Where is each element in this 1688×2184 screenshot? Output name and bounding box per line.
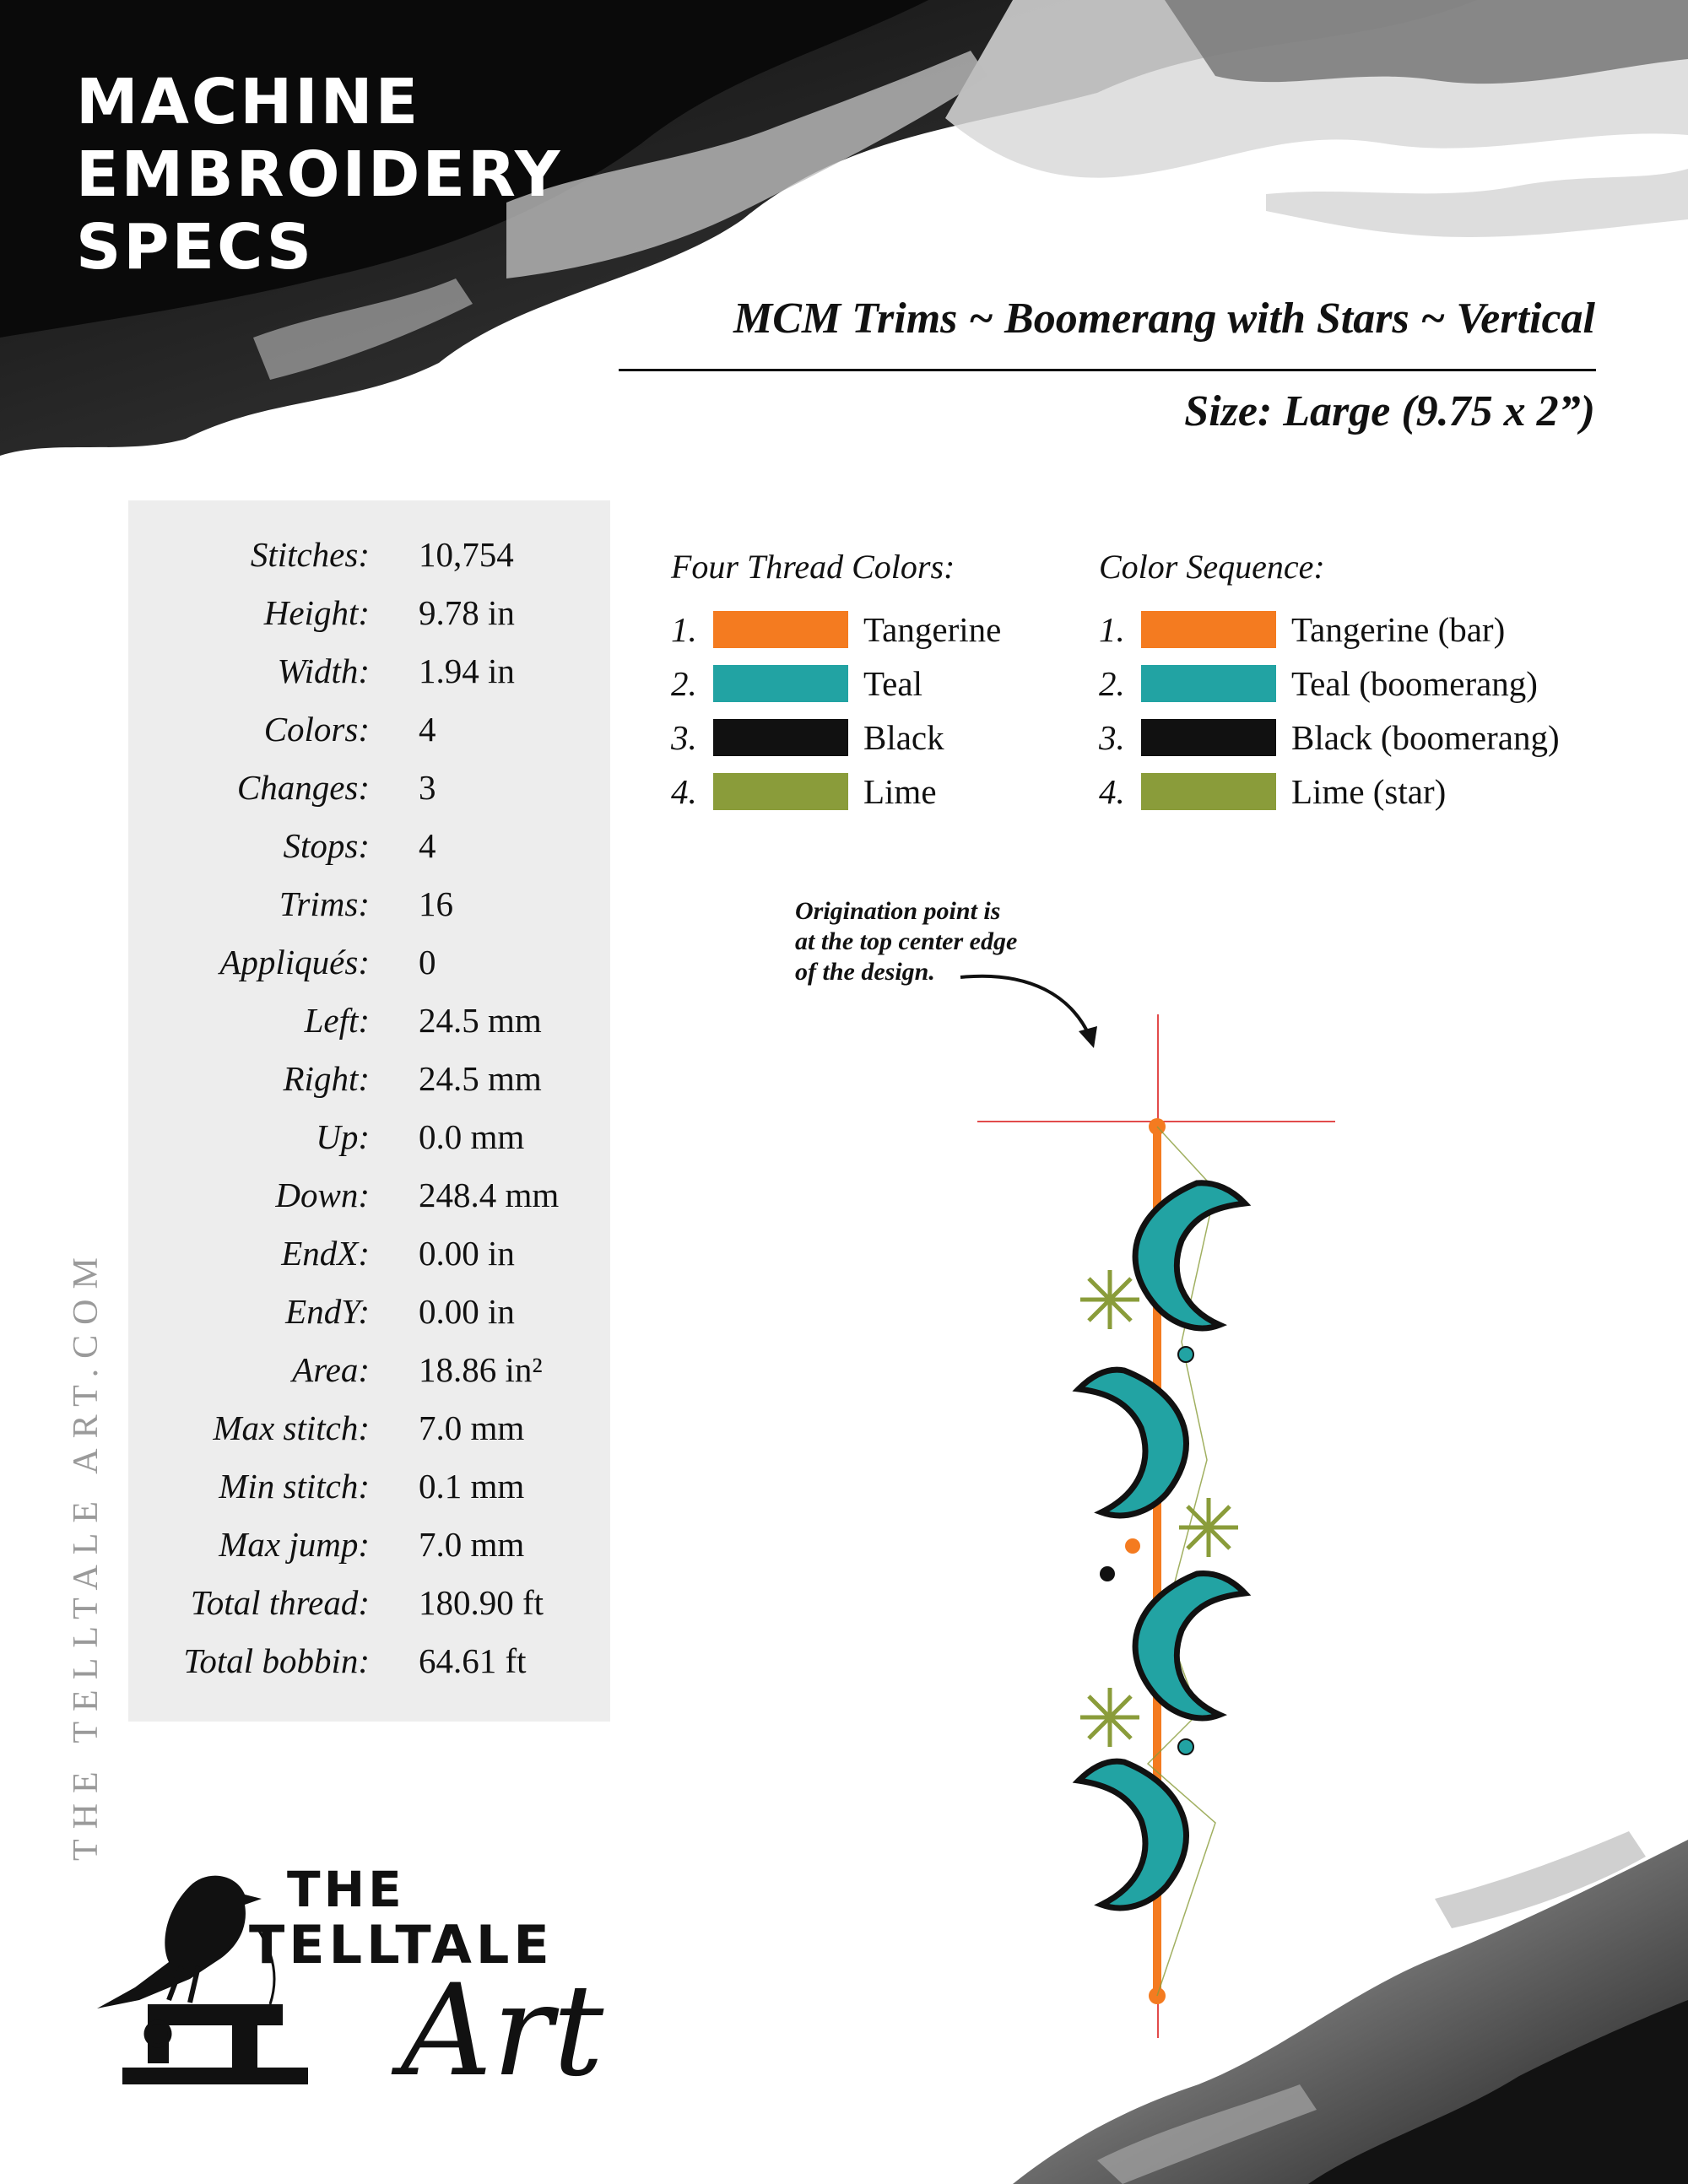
lime-swatch [1141,773,1276,810]
spec-row [128,1408,610,1466]
tangerine-dot [1125,1538,1140,1554]
thread-colors-list [671,609,1059,812]
logo-telltale: TELLTALE [249,1914,554,1976]
spec-row [128,651,610,709]
spec-row [128,1291,610,1349]
spec-value: 0.0 mm [419,1117,525,1156]
thread-number: 3. [671,718,697,757]
spec-label: Down: [275,1176,370,1214]
color-sequence-heading: Color Sequence: [1099,548,1325,586]
teal-boomerang [1135,1573,1245,1717]
spec-value: 0.00 in [419,1234,515,1273]
thread-color-item [671,663,1059,707]
thread-color-item [671,771,1059,815]
thread-number: 2. [671,664,697,703]
spec-row [128,1058,610,1116]
logo-art: Art [401,1958,604,2105]
title-line: SPECS [76,211,315,284]
spec-value: 180.90 ft [419,1583,544,1622]
black-swatch [1141,719,1276,756]
spec-value: 9.78 in [419,593,515,632]
thread-number: 4. [671,772,697,811]
tangerine-swatch [1141,611,1276,648]
sequence-number: 4. [1099,772,1125,811]
spec-value: 3 [419,768,436,807]
teal-boomerang [1079,1370,1186,1516]
thread-name: Tangerine [863,610,1002,649]
sequence-name: Lime (star) [1291,772,1447,811]
spec-value: 7.0 mm [419,1408,525,1447]
spec-value: 4 [419,710,436,749]
lime-star-icon [1080,1688,1139,1747]
tangerine-swatch [713,611,848,648]
thread-color-item [671,609,1059,653]
spec-label: Colors: [263,710,370,749]
spec-label: Trims: [279,884,370,923]
sequence-number: 2. [1099,664,1125,703]
website-text: THE TELLTALE ART.COM [67,1247,106,1861]
spec-value: 0 [419,943,436,981]
note-line: Origination point is [795,897,1001,925]
spec-value: 0.00 in [419,1292,515,1331]
spec-row [128,884,610,942]
specs-panel [128,500,610,1722]
lime-swatch [713,773,848,810]
spec-row [128,1641,610,1699]
sequence-number: 1. [1099,610,1125,649]
thread-name: Black [863,718,944,757]
spec-label: Area: [292,1350,370,1389]
spec-row [128,1349,610,1408]
spec-value: 4 [419,826,436,865]
spec-value: 7.0 mm [419,1525,525,1564]
spec-value: 0.1 mm [419,1467,525,1506]
spec-row [128,1000,610,1058]
spec-value: 18.86 in² [419,1350,543,1389]
pointer-arrow [960,976,1090,1038]
spec-label: EndY: [285,1292,370,1331]
spec-row [128,709,610,767]
spec-value: 24.5 mm [419,1001,542,1040]
design-size: Size: Large (9.75 x 2”) [1184,387,1595,435]
sequence-item [1099,771,1622,815]
spec-row [128,592,610,651]
design-preview [928,954,1367,2051]
logo-the: THE [287,1861,405,1918]
spec-label: Appliqués: [219,943,370,981]
page-title [76,66,563,284]
spec-label: Right: [283,1059,370,1098]
sequence-name: Tangerine (bar) [1291,610,1506,649]
spec-value: 10,754 [419,535,514,574]
title-divider [619,369,1596,371]
title-line: MACHINE [76,66,421,138]
sequence-number: 3. [1099,718,1125,757]
thread-name: Teal [863,664,922,703]
spec-label: Width: [277,651,370,690]
spec-label: Changes: [236,768,370,807]
spec-row [128,942,610,1000]
spec-value: 24.5 mm [419,1059,542,1098]
spec-label: Max stitch: [213,1408,370,1447]
spec-label: Total bobbin: [183,1641,370,1680]
spec-label: Max jump: [219,1525,370,1564]
note-line: of the design. [795,958,935,986]
spec-row [128,1116,610,1175]
color-sequence-list [1099,609,1622,812]
spec-label: EndX: [281,1234,370,1273]
spec-row [128,534,610,592]
arrow-head-icon [1079,1026,1097,1048]
spec-row [128,825,610,884]
teal-dot [1178,1739,1193,1754]
sequence-item [1099,717,1622,761]
thread-number: 1. [671,610,697,649]
thread-name: Lime [863,772,937,811]
sequence-item [1099,609,1622,653]
spec-row [128,1175,610,1233]
spec-label: Stops: [283,826,370,865]
sequence-name: Teal (boomerang) [1291,664,1538,703]
spec-value: 16 [419,884,453,923]
spec-label: Min stitch: [219,1467,370,1506]
spec-label: Height: [263,593,370,632]
teal-swatch [1141,665,1276,702]
spec-label: Total thread: [190,1583,370,1622]
sequence-name: Black (boomerang) [1291,718,1560,757]
teal-dot [1178,1347,1193,1362]
title-line: EMBROIDERY [76,138,563,211]
spec-value: 248.4 mm [419,1176,560,1214]
spec-row [128,1466,610,1524]
thread-colors-heading: Four Thread Colors: [671,548,955,586]
teal-swatch [713,665,848,702]
spec-label: Up: [316,1117,370,1156]
spec-value: 1.94 in [419,651,515,690]
black-swatch [713,719,848,756]
black-dot [1100,1566,1115,1581]
thread-color-item [671,717,1059,761]
spec-value: 64.61 ft [419,1641,527,1680]
spec-row [128,1524,610,1582]
lime-star-icon [1179,1498,1238,1557]
spec-label: Stitches: [250,535,370,574]
lime-star-icon [1080,1270,1139,1329]
teal-boomerang [1135,1183,1245,1328]
note-line: at the top center edge [795,927,1018,955]
spec-row [128,767,610,825]
spec-row [128,1582,610,1641]
sequence-item [1099,663,1622,707]
spec-row [128,1233,610,1291]
spec-label: Left: [304,1001,370,1040]
design-name: MCM Trims ~ Boomerang with Stars ~ Vertical [733,295,1595,343]
